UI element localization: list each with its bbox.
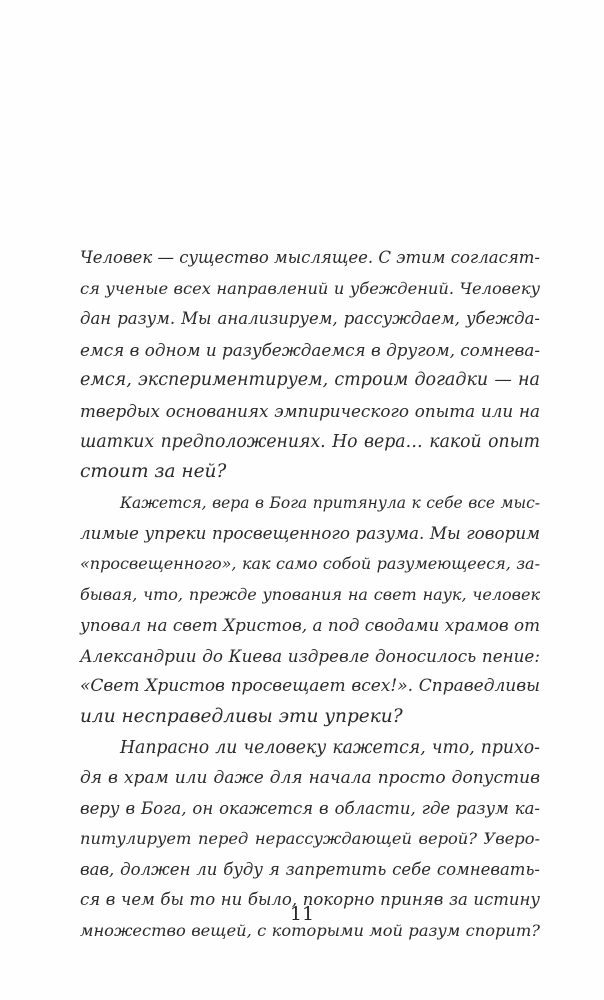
text-line: стоит за ней?: [80, 461, 227, 483]
text-line: бывая, что, прежде упования на свет наук, человек: [80, 584, 540, 604]
text-line: «просвещенного», как само собой разумеющееся, за-: [80, 553, 540, 573]
text-line: ся в чем бы то ни было, покорно приняв за истину: [80, 890, 540, 910]
text-line: емся в одном и разубеждаемся в другом, сомнева-: [80, 339, 540, 360]
text-line: ся ученые всех направлений и убеждений. Человеку: [80, 278, 540, 298]
paragraph-1: [80, 243, 540, 488]
text-line: емся, экспериментируем, строим догадки — на: [80, 370, 540, 391]
paragraph-2: [80, 488, 540, 733]
text-line: уповал на свет Христов, а под сводами храмов от: [80, 615, 540, 636]
text-line: вав, должен ли буду я запретить себе сомневать-: [80, 859, 540, 879]
body-text: [80, 243, 540, 947]
text-line: Человек — существо мыслящее. С этим согласят-: [80, 248, 540, 267]
text-line: Кажется, вера в Бога притянула к себе все мыс-: [120, 493, 540, 512]
text-line: Александрии до Киева издревле доносилось пение:: [80, 645, 540, 666]
page-number: 11: [289, 903, 315, 925]
text-line: питулирует перед нерассуждающей верой? Уверо-: [80, 829, 540, 849]
text-line: множество вещей, с которыми мой разум спорит?: [80, 921, 540, 941]
text-line: дан разум. Мы анализируем, рассуждаем, убежда-: [80, 309, 540, 329]
text-line: шатких предположениях. Но вера… какой опыт: [80, 431, 540, 452]
text-line: веру в Бога, он окажется в области, где разум ка-: [80, 798, 540, 818]
text-line: дя в храм или даже для начала просто допустив: [80, 768, 540, 789]
text-line: Напрасно ли человеку кажется, что, прихо-: [120, 737, 540, 758]
text-line: или несправедливы эти упреки?: [80, 705, 403, 727]
text-line: «Свет Христов просвещает всех!». Справедливы: [80, 676, 540, 697]
text-line: лимые упреки просвещенного разума. Мы говорим: [80, 523, 540, 544]
text-line: твердых основаниях эмпирического опыта или на: [80, 400, 540, 421]
